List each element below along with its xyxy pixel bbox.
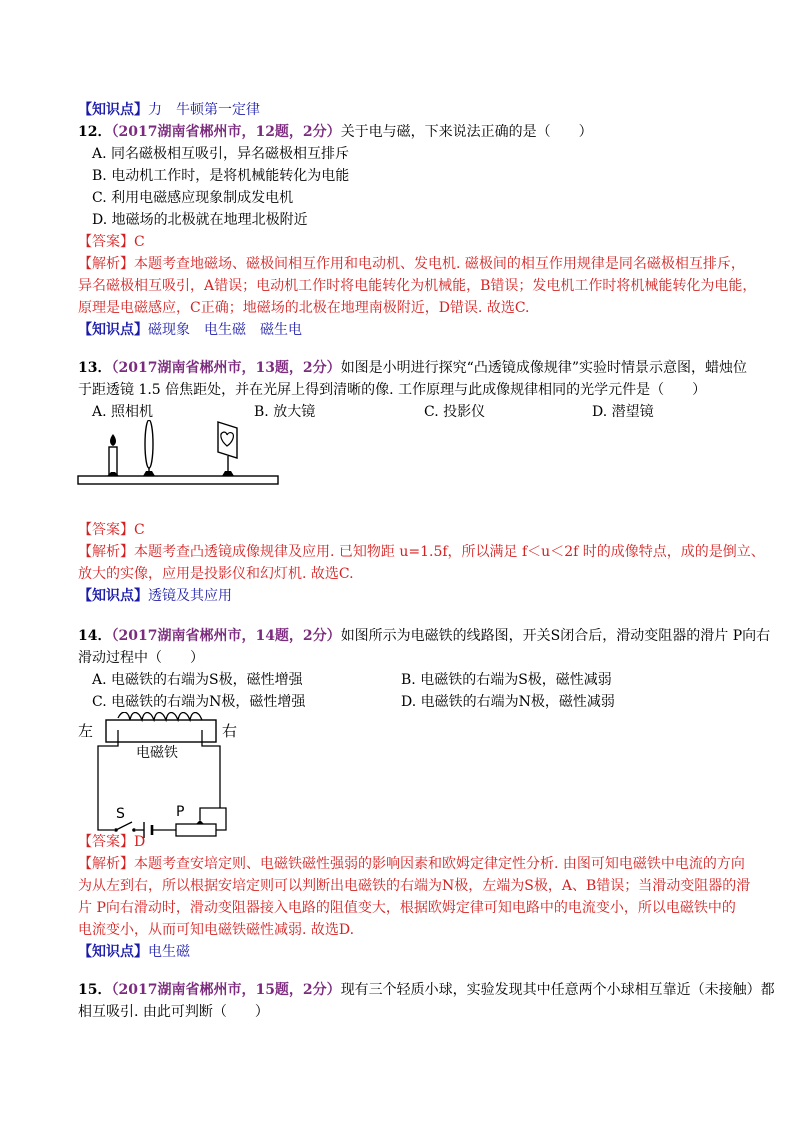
analysis-text: 本题考查地磁场、磁极间相互作用和电动机、发电机. 磁极间的相互作用规律是同名磁极相互排斥， <box>134 256 745 272</box>
q13-stem-line-2: 于距透镜 1.5 倍焦距处，并在光屏上得到清晰的像. 工作原理与此成像规律相同的光学元件是（ ） <box>78 382 707 398</box>
question-source: （2017湖南省郴州市，14题，2分） <box>111 628 341 644</box>
answer-value: D <box>134 834 146 850</box>
knowledge-point-label: 【知识点】 <box>78 944 148 960</box>
question-text: 现有三个轻质小球，实验发现其中任意两个小球相互靠近（未接触）都 <box>340 982 775 998</box>
switch-label: S <box>116 806 125 822</box>
optical-bench <box>78 476 278 484</box>
slider-label: P <box>176 804 185 820</box>
question-number: 14． <box>78 628 112 644</box>
question-number: 13． <box>78 360 112 376</box>
question-number: 15． <box>78 982 112 998</box>
analysis-label: 【解析】 <box>78 544 134 560</box>
optical-bench-diagram <box>76 420 282 492</box>
candle <box>107 434 119 476</box>
q15-stem-line-2: 相互吸引. 由此可判断（ ） <box>78 1004 269 1020</box>
q12-option-d: D. 地磁场的北极就在地理北极附近 <box>92 212 308 228</box>
q14-analysis-line-2: 为从左到右，所以根据安培定则可以判断出电磁铁的右端为N极，左端为S极，A、B错误；当滑动变阻器的滑 <box>78 878 751 894</box>
question-text: 如图所示为电磁铁的线路图，开关S闭合后，滑动变阻器的滑片 P向右 <box>340 628 771 644</box>
knowledge-point-label: 【知识点】 <box>78 588 148 604</box>
answer-label: 【答案】 <box>78 522 134 538</box>
answer-value: C <box>134 522 145 538</box>
sliding-rheostat <box>176 804 216 836</box>
q14-option-c: C. 电磁铁的右端为N极，磁性增强 <box>92 694 306 710</box>
q12-option-b: B. 电动机工作时，是将机械能转化为电能 <box>92 168 350 184</box>
answer-label: 【答案】 <box>78 234 134 250</box>
q13-option-a: A. 照相机 <box>92 404 154 420</box>
switch-s <box>114 806 136 832</box>
q13-option-c: C. 投影仪 <box>424 404 486 420</box>
q13-answer <box>78 520 145 540</box>
q12-stem <box>78 122 593 142</box>
electromagnet-label: 电磁铁 <box>136 745 178 761</box>
q15-stem-line-1 <box>78 980 775 1000</box>
q14-analysis-line-4: 电流变小，从而可知电磁铁磁性减弱. 故选D. <box>78 922 355 938</box>
q13-option-b: B. 放大镜 <box>254 404 316 420</box>
q12-answer <box>78 232 145 252</box>
convex-lens <box>143 420 155 476</box>
electromagnet <box>106 712 216 761</box>
q14-knowledge-point <box>78 942 190 962</box>
analysis-text: 本题考查安培定则、电磁铁磁性强弱的影响因素和欧姆定律定性分析. 由图可知电磁铁中电流的方向 <box>134 856 745 872</box>
q12-knowledge-point <box>78 320 302 340</box>
q13-analysis-line-1 <box>78 542 765 562</box>
q13-stem-line-1 <box>78 358 747 378</box>
q12-analysis-line-2: 异名磁极相互吸引，A错误；电动机工作时将电能转化为机械能，B错误；发电机工作时将机械能转化为电能， <box>78 278 757 294</box>
answer-label: 【答案】 <box>78 834 134 850</box>
q14-answer <box>78 832 145 852</box>
question-text: 关于电与磁，下来说法正确的是（ ） <box>340 124 593 140</box>
knowledge-point-label: 【知识点】 <box>78 322 148 338</box>
question-number: 12． <box>78 124 112 140</box>
q13-analysis-line-2: 放大的实像，应用是投影仪和幻灯机. 故选C. <box>78 566 354 582</box>
knowledge-point-label: 【知识点】 <box>78 102 148 118</box>
question-source: （2017湖南省郴州市，15题，2分） <box>111 982 341 998</box>
q11-knowledge-point <box>78 100 260 120</box>
light-screen <box>218 422 237 476</box>
q12-option-a: A. 同名磁极相互吸引，异名磁极相互排斥 <box>92 146 350 162</box>
q14-option-b: B. 电磁铁的右端为S极，磁性减弱 <box>401 672 612 688</box>
knowledge-point-value: 磁现象 电生磁 磁生电 <box>148 322 302 338</box>
label-right: 右 <box>222 722 238 740</box>
question-text: 如图是小明进行探究“凸透镜成像规律”实验时情景示意图，蜡烛位 <box>340 360 748 376</box>
q14-option-a: A. 电磁铁的右端为S极，磁性增强 <box>92 672 303 688</box>
knowledge-point-value: 透镜及其应用 <box>148 588 232 604</box>
q14-stem-line-2: 滑动过程中（ ） <box>78 650 204 666</box>
q14-option-d: D. 电磁铁的右端为N极，磁性减弱 <box>401 694 615 710</box>
q12-analysis-line-1 <box>78 254 745 274</box>
answer-value: C <box>134 234 145 250</box>
analysis-label: 【解析】 <box>78 256 134 272</box>
q14-analysis-line-3: 片 P向右滑动时，滑动变阻器接入电路的阻值变大，根据欧姆定律可知电路中的电流变小，所以电磁铁中的 <box>78 900 736 916</box>
q13-option-d: D. 潜望镜 <box>592 404 654 420</box>
analysis-text: 本题考查凸透镜成像规律及应用. 已知物距 u=1.5f，所以满足 f＜u＜2f 时的成像特点，成的是倒立、 <box>134 544 765 560</box>
knowledge-point-value: 电生磁 <box>148 944 190 960</box>
q14-analysis-line-1 <box>78 854 745 874</box>
knowledge-point-value: 力 牛顿第一定律 <box>148 102 260 118</box>
label-left: 左 <box>78 722 94 740</box>
q14-stem-line-1 <box>78 626 770 646</box>
q12-option-c: C. 利用电磁感应现象制成发电机 <box>92 190 294 206</box>
analysis-label: 【解析】 <box>78 856 134 872</box>
q13-knowledge-point <box>78 586 232 606</box>
q12-analysis-line-3: 原理是电磁感应，C正确；地磁场的北极在地理南极附近，D错误. 故选C. <box>78 300 530 316</box>
electromagnet-circuit-diagram <box>76 712 242 840</box>
question-source: （2017湖南省郴州市，12题，2分） <box>111 124 341 140</box>
question-source: （2017湖南省郴州市，13题，2分） <box>111 360 341 376</box>
